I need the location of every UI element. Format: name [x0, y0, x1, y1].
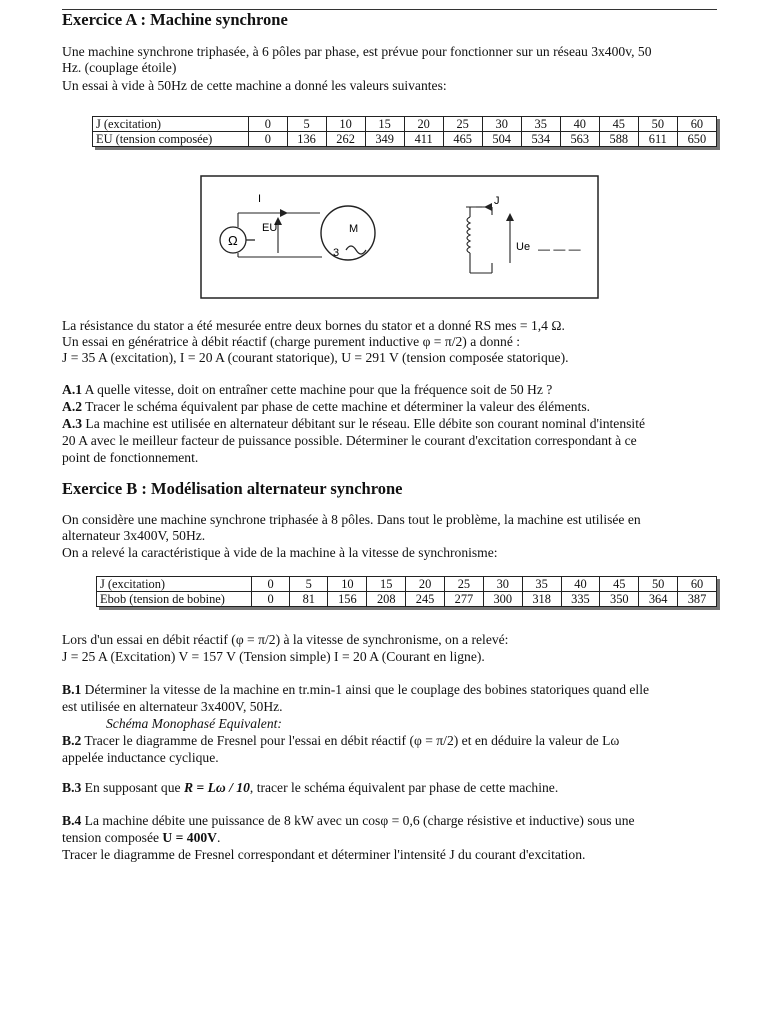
- question-b1: [62, 682, 649, 698]
- current-arrow-icon: [280, 209, 288, 217]
- exercise-a-test-values: J = 35 A (excitation), I = 20 A (courant statorique), U = 291 V (tension composée statorique).: [62, 350, 569, 365]
- table-cell: 20: [404, 117, 443, 132]
- table-cell: 364: [639, 592, 678, 607]
- exercise-b-intro-1: On considère une machine synchrone triphasée à 8 pôles. Dans tout le problème, la machine est utilisée en: [62, 512, 641, 527]
- table-cell: 81: [290, 592, 328, 607]
- table-cell: 45: [600, 577, 639, 592]
- table-cell: 10: [326, 117, 365, 132]
- exercise-a-intro-3: Un essai à vide à 50Hz de cette machine a donné les valeurs suivantes:: [62, 78, 447, 93]
- table-cell: 60: [678, 577, 717, 592]
- table-cell: 0: [252, 577, 290, 592]
- table-cell: 20: [406, 577, 445, 592]
- question-text: En supposant que: [81, 780, 184, 795]
- ac-wave-icon: [346, 246, 366, 254]
- table-cell: 387: [678, 592, 717, 607]
- exercise-a-resistance: La résistance du stator a été mesurée entre deux bornes du stator et a donné RS mes = 1,4 Ω.: [62, 318, 565, 333]
- question-text: , tracer le schéma équivalent par phase de cette machine.: [249, 780, 559, 795]
- table-cell: 15: [365, 117, 404, 132]
- table-cell: 40: [560, 117, 599, 132]
- table-cell: 40: [561, 577, 600, 592]
- table-cell: 0: [252, 592, 290, 607]
- exercise-b-intro-3: On a relevé la caractéristique à vide de la machine à la vitesse de synchronisme:: [62, 545, 498, 560]
- table-row: [97, 592, 717, 607]
- table-cell: 35: [522, 577, 561, 592]
- table-row: [93, 117, 717, 132]
- table-cell: 411: [404, 132, 443, 147]
- motor-label-3: 3: [333, 247, 340, 259]
- question-text: .: [217, 830, 221, 845]
- table-cell: 50: [638, 117, 677, 132]
- exercise-a-table: [92, 116, 717, 147]
- exercise-a-intro-2: Hz. (couplage étoile): [62, 60, 177, 75]
- equation-text: R = Lω / 10: [183, 780, 250, 795]
- question-b2: [62, 733, 619, 749]
- table-cell: 350: [600, 592, 639, 607]
- table-cell: 245: [406, 592, 445, 607]
- question-a1: [62, 382, 552, 398]
- table-cell: 136: [287, 132, 326, 147]
- table-cell: 588: [599, 132, 638, 147]
- table-cell: 25: [445, 577, 484, 592]
- dc-symbol-icon: — — —: [538, 242, 581, 256]
- table-cell: 35: [521, 117, 560, 132]
- current-label-i: I: [258, 193, 262, 205]
- table-cell: 5: [287, 117, 326, 132]
- table-cell: 10: [328, 577, 367, 592]
- exercise-b-table: [96, 576, 717, 607]
- table-cell: 650: [677, 132, 716, 147]
- table-cell: 318: [522, 592, 561, 607]
- table-cell: 465: [443, 132, 482, 147]
- question-number: B.3: [62, 780, 82, 795]
- excitation-arrow-icon: [484, 203, 492, 211]
- exercise-a-reactive-test: Un essai en génératrice à débit réactif (charge purement inductive φ = π/2) a donné :: [62, 334, 521, 349]
- table-cell-label: EU (tension composée): [93, 132, 249, 147]
- question-text: A quelle vitesse, doit on entraîner cette machine pour que la fréquence soit de 50 Hz ?: [82, 382, 553, 397]
- table-cell: 208: [367, 592, 406, 607]
- question-b4-line3: Tracer le diagramme de Fresnel correspondant et déterminer l'intensité J du courant d'excitation.: [62, 847, 586, 862]
- table-row: [93, 132, 717, 147]
- question-number: B.2: [62, 733, 82, 748]
- question-number: A.2: [62, 399, 83, 414]
- question-number: B.4: [62, 813, 82, 828]
- question-text: Tracer le schéma équivalent par phase de cette machine et déterminer la valeur des éléments.: [82, 399, 591, 414]
- table-cell: 0: [249, 132, 287, 147]
- exercise-a-intro-1: Une machine synchrone triphasée, à 6 pôles par phase, est prévue pour fonctionner sur un réseau 3x400v, 50: [62, 44, 652, 59]
- question-number: B.1: [62, 682, 82, 697]
- question-number: A.3: [62, 416, 83, 431]
- excitation-voltage-arrow-icon: [506, 213, 514, 221]
- table-cell: 156: [328, 592, 367, 607]
- table-cell: 50: [639, 577, 678, 592]
- table-cell: 563: [560, 132, 599, 147]
- question-b1-line2: est utilisée en alternateur 3x400V, 50Hz.: [62, 699, 283, 714]
- question-a2: [62, 399, 590, 415]
- question-a3: [62, 416, 645, 432]
- question-b2-line2: appelée inductance cyclique.: [62, 750, 219, 765]
- table-cell-label: J (excitation): [97, 577, 252, 592]
- table-cell-label: J (excitation): [93, 117, 249, 132]
- table-cell: 5: [290, 577, 328, 592]
- table-cell: 30: [483, 577, 522, 592]
- question-b1-subtitle: [106, 716, 282, 732]
- excitation-voltage-label: Ue: [516, 241, 531, 253]
- table-cell: 25: [443, 117, 482, 132]
- coil-icon: [467, 217, 470, 253]
- exercise-b-essai-1: Lors d'un essai en débit réactif (φ = π/2) à la vitesse de synchronisme, on a relevé:: [62, 632, 509, 647]
- table-cell: 349: [365, 132, 404, 147]
- question-text: tension composée: [62, 830, 163, 845]
- question-text: La machine débite une puissance de 8 kW avec un cosφ = 0,6 (charge résistive et inductive) sous une: [81, 813, 635, 828]
- question-text: Tracer le diagramme de Fresnel pour l'essai en débit réactif (φ = π/2) et en déduire la valeur de Lω: [81, 733, 620, 748]
- motor-label-m: M: [349, 223, 359, 235]
- table-row: [97, 577, 717, 592]
- question-b4-line2: [62, 830, 220, 846]
- table-cell: 611: [638, 132, 677, 147]
- exercise-a-title: Exercice A : Machine synchrone: [62, 10, 288, 29]
- question-b4: [62, 813, 635, 829]
- equation-text: U = 400V: [162, 830, 217, 845]
- table-cell: 60: [677, 117, 716, 132]
- exercise-b-essai-2: J = 25 A (Excitation) V = 157 V (Tension simple) I = 20 A (Courant en ligne).: [62, 649, 485, 664]
- question-a3-line2: 20 A avec le meilleur facteur de puissance possible. Déterminer le courant d'excitation correspondant à ce: [62, 433, 637, 448]
- table-cell: 504: [482, 132, 521, 147]
- table-cell: 335: [561, 592, 600, 607]
- question-text: La machine est utilisée en alternateur débitant sur le réseau. Elle débite son courant nominal d'intensité: [82, 416, 646, 431]
- motor-circle-icon: [321, 206, 375, 260]
- voltage-label-eu: EU: [262, 222, 278, 234]
- table-cell: 262: [326, 132, 365, 147]
- table-cell: 30: [482, 117, 521, 132]
- excitation-label-j: J: [494, 195, 500, 207]
- exercise-b-title: Exercice B : Modélisation alternateur synchrone: [62, 479, 403, 498]
- subtitle-text: Schéma Monophasé Equivalent:: [106, 716, 282, 731]
- table-cell: 277: [445, 592, 484, 607]
- table-cell: 0: [249, 117, 287, 132]
- table-cell: 45: [599, 117, 638, 132]
- question-a3-line3: point de fonctionnement.: [62, 450, 199, 465]
- exercise-b-intro-2: alternateur 3x400V, 50Hz.: [62, 528, 206, 543]
- table-cell: 300: [483, 592, 522, 607]
- omega-label: Ω: [228, 233, 238, 248]
- table-cell: 15: [367, 577, 406, 592]
- question-b3: [62, 780, 558, 796]
- question-text: Déterminer la vitesse de la machine en tr.min-1 ainsi que le couplage des bobines statoriques quand elle: [81, 682, 650, 697]
- question-number: A.1: [62, 382, 83, 397]
- table-cell: 534: [521, 132, 560, 147]
- machine-circuit-diagram: [200, 175, 600, 300]
- table-cell-label: Ebob (tension de bobine): [97, 592, 252, 607]
